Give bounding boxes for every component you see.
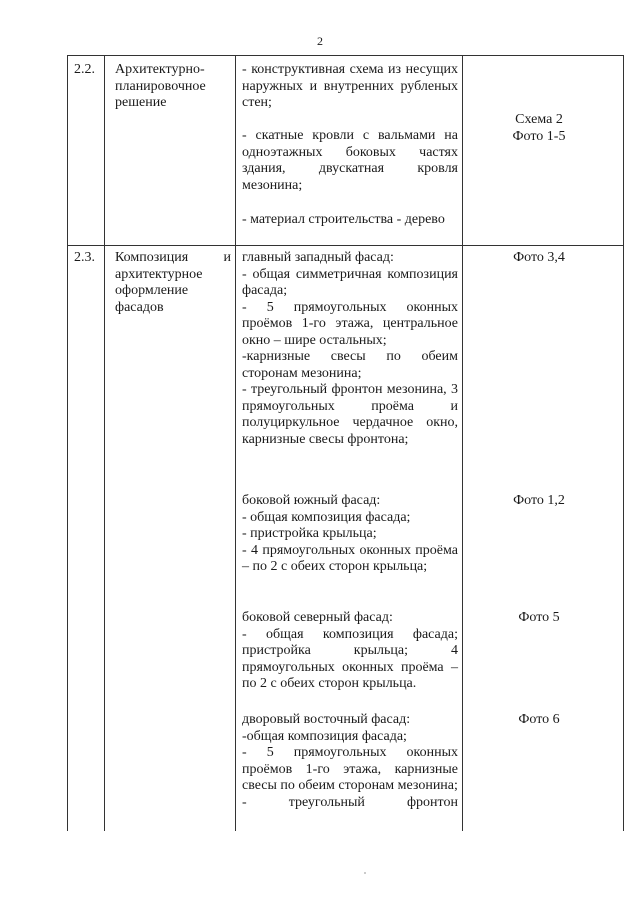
scan-speck — [364, 872, 366, 874]
col-divider-2 — [235, 55, 236, 831]
section-title-line: фасадов — [115, 299, 164, 315]
facade-item: - 5 прямоугольных оконных проёмов 1-го этажа, центральное окно – шире остальных; — [242, 299, 458, 348]
section-title-line — [115, 250, 231, 267]
table-border-top — [67, 55, 623, 56]
section-title-line: оформление — [115, 283, 189, 298]
page-number: 2 — [317, 34, 323, 48]
facade-item: -общая композиция фасада; — [242, 728, 407, 744]
reference-text: Фото 5 — [518, 610, 560, 625]
facade-east — [242, 712, 458, 811]
facade-item — [242, 795, 458, 812]
facade-item-word: треугольный — [288, 794, 365, 810]
section-title — [115, 62, 230, 112]
section-title-line: Архитектурно- — [115, 62, 205, 77]
section-title-line: планировочное — [115, 78, 206, 94]
row-number: 2.3. — [74, 250, 95, 265]
description-paragraph: - скатные кровли с вальмами на одноэтажных боковых частях здания, двускатная кровля мезонина; — [242, 128, 458, 193]
facade-item-word: фронтон — [406, 794, 458, 810]
section-title — [115, 250, 231, 316]
facade-west — [242, 250, 458, 448]
row-divider — [67, 245, 623, 246]
reference-text: Фото 1,2 — [513, 493, 565, 508]
reference-text: Фото 1-5 — [512, 128, 566, 144]
row-number: 2.2. — [74, 62, 95, 77]
facade-north — [242, 610, 458, 693]
reference-text: Схема 2 — [515, 112, 563, 127]
facade-heading: дворовый восточный фасад: — [242, 712, 411, 727]
col-divider-3 — [462, 55, 463, 831]
col-divider-1 — [104, 55, 105, 831]
facade-item: - общая композиция фасада; пристройка крыльца; 4 прямоугольных оконных проёма – по 2 с обеих сторон крыльца. — [242, 626, 458, 691]
reference-text: Фото 3,4 — [513, 250, 565, 265]
facade-heading: боковой южный фасад: — [242, 493, 381, 508]
facade-item: - треугольный фронтон мезонина, 3 прямоугольных проёма и полуциркульное чердачное окно, карнизные свесы фронтона; — [242, 382, 458, 447]
facade-item: - общая симметричная композиция фасада; — [242, 266, 458, 298]
section-title-word: Композиция — [115, 250, 189, 265]
table-border-left — [67, 55, 68, 831]
facade-heading: боковой северный фасад: — [242, 610, 393, 625]
facade-item: - общая композиция фасада; — [242, 509, 411, 525]
facade-item: - 4 прямоугольных оконных проёма – по 2 с обеих сторон крыльца; — [242, 542, 458, 574]
facade-heading: главный западный фасад: — [242, 250, 394, 265]
description-paragraph: - конструктивная схема из несущих наружных и внутренних рубленых стен; — [242, 62, 458, 110]
section-title-word: и — [223, 250, 231, 265]
reference-text: Фото 6 — [518, 712, 560, 727]
facade-item-word: - — [242, 794, 247, 810]
table-border-right — [623, 55, 624, 831]
facade-item: - пристройка крыльца; — [242, 526, 377, 541]
description-paragraph: - материал строительства - дерево — [242, 212, 445, 227]
reference-cell — [466, 112, 612, 145]
section-title-line: архитектурное — [115, 266, 203, 282]
facade-item: -карнизные свесы по обеим сторонам мезонина; — [242, 349, 458, 381]
facade-south — [242, 493, 458, 576]
section-title-line: решение — [115, 95, 167, 110]
facade-item: - 5 прямоугольных оконных проёмов 1-го этажа, карнизные свесы по обеим сторонам мезонина; — [242, 745, 458, 793]
